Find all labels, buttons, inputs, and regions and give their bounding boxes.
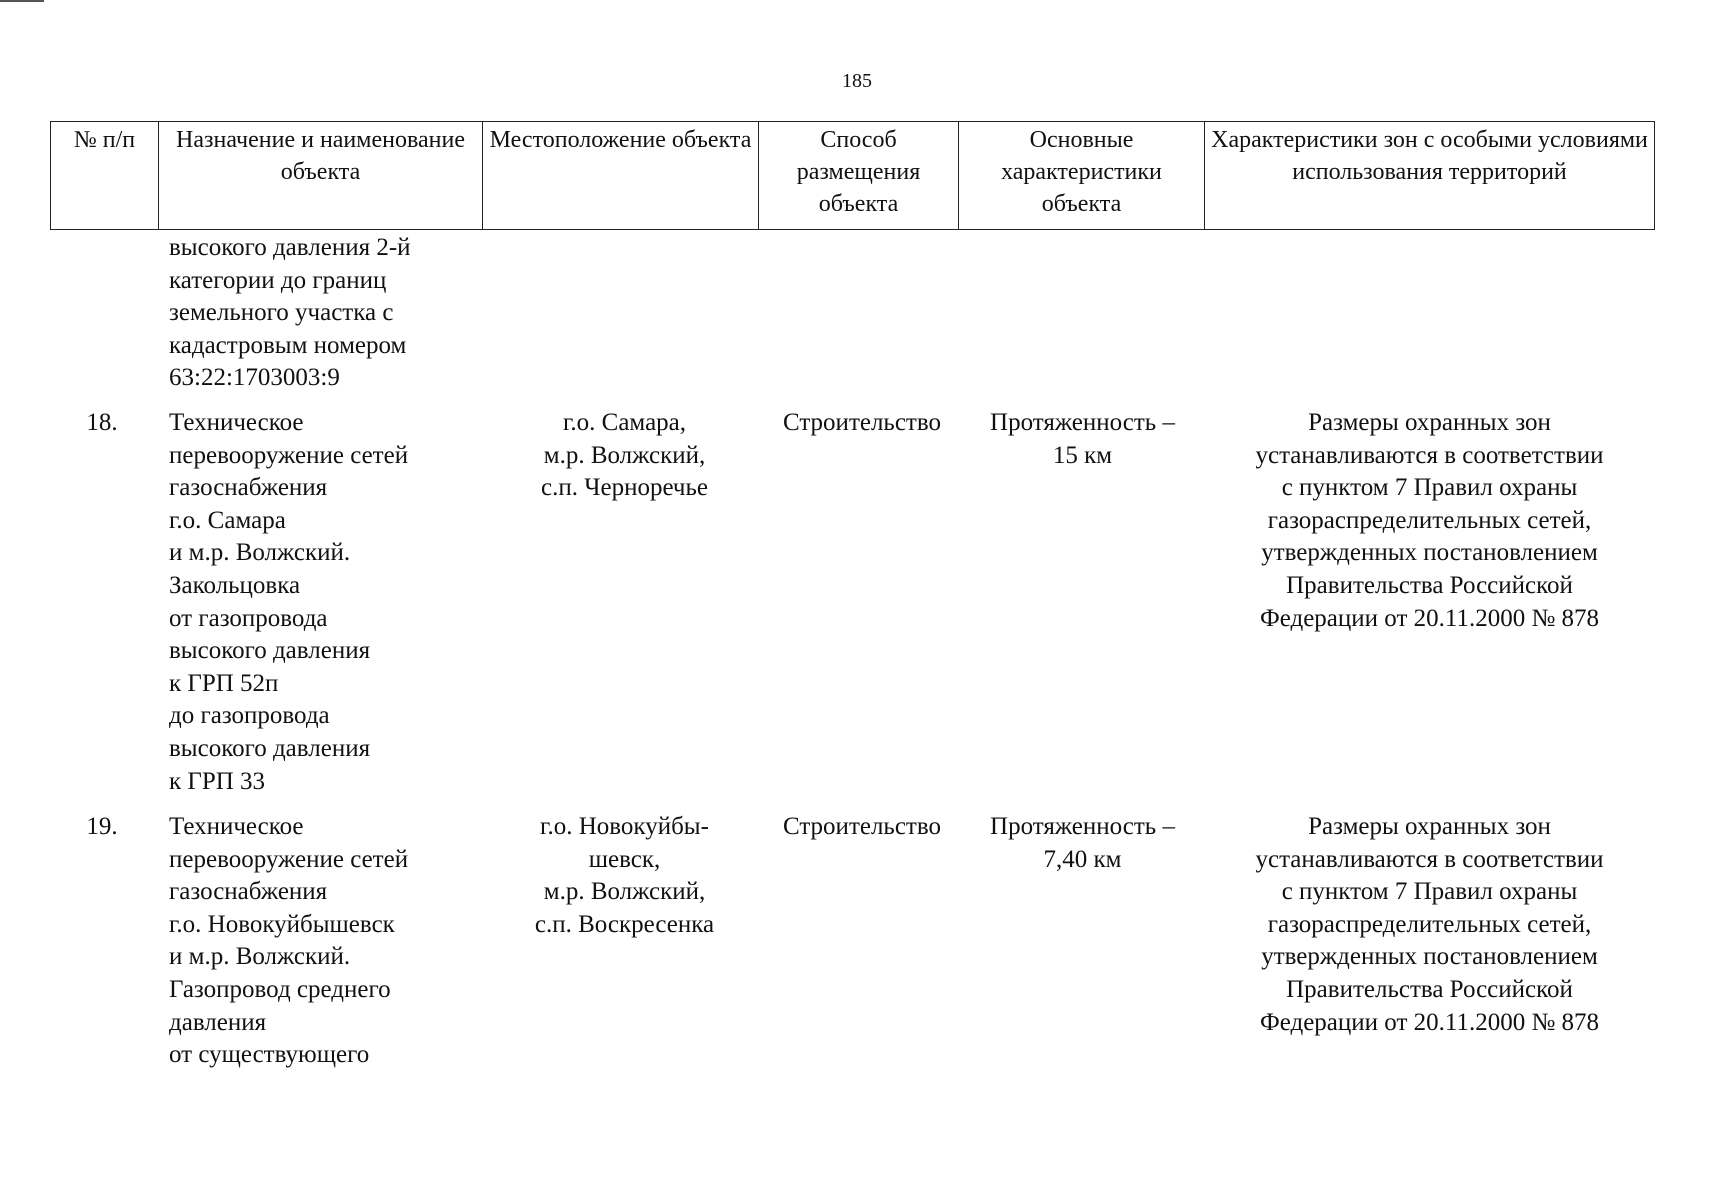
header-placement-method: Способ размещения объекта — [759, 122, 959, 230]
object-location: г.о. Новокуйбы- шевск, м.р. Волжский, с.п. Воскресенка — [534, 813, 715, 938]
header-main-characteristics: Основные характеристики объекта — [959, 122, 1205, 230]
placement-method: Строительство — [782, 409, 941, 436]
object-characteristics: Протяженность – 15 км — [990, 409, 1175, 469]
object-characteristics: Протяженность – 7,40 км — [990, 813, 1175, 873]
zone-characteristics: Размеры охранных зон устанавливаются в соответствии с пунктом 7 Правил охраны газораспределительных сетей, утвержденных постановлением Правительства Российской Федерации от 20.11.2000 № 878 — [1255, 409, 1604, 632]
header-row — [51, 122, 1655, 230]
scan-edge-mark — [0, 0, 44, 2]
object-name: Техническое перевооружение сетей газоснабжения г.о. Самара и м.р. Волжский. Закольцовка от газопровода высокого давления к ГРП 52п до газопровода высокого давления к ГРП 33 — [169, 409, 409, 795]
continuation-name: высокого давления 2-й категории до границ земельного участка с кадастровым номером 63:22:1703003:9 — [169, 234, 411, 392]
placement-method: Строительство — [782, 813, 941, 840]
page-number: 185 — [842, 70, 872, 92]
row-number: 19. — [86, 813, 118, 840]
object-location: г.о. Самара, м.р. Волжский, с.п. Черноречье — [541, 409, 708, 502]
header-special-zones: Характеристики зон с особыми условиями использования территорий — [1205, 122, 1655, 230]
object-name: Техническое перевооружение сетей газоснабжения г.о. Новокуйбышевск и м.р. Волжский. Газопровод среднего давления от существующего — [169, 813, 409, 1069]
row-number: 18. — [86, 409, 118, 436]
table-header — [50, 121, 1655, 230]
header-location: Местоположение объекта — [483, 122, 759, 230]
header-number: № п/п — [51, 122, 159, 230]
header-purpose-name: Назначение и наименование объекта — [159, 122, 483, 230]
zone-characteristics: Размеры охранных зон устанавливаются в соответствии с пунктом 7 Правил охраны газораспределительных сетей, утвержденных постановлением Правительства Российской Федерации от 20.11.2000 № 878 — [1255, 813, 1604, 1036]
